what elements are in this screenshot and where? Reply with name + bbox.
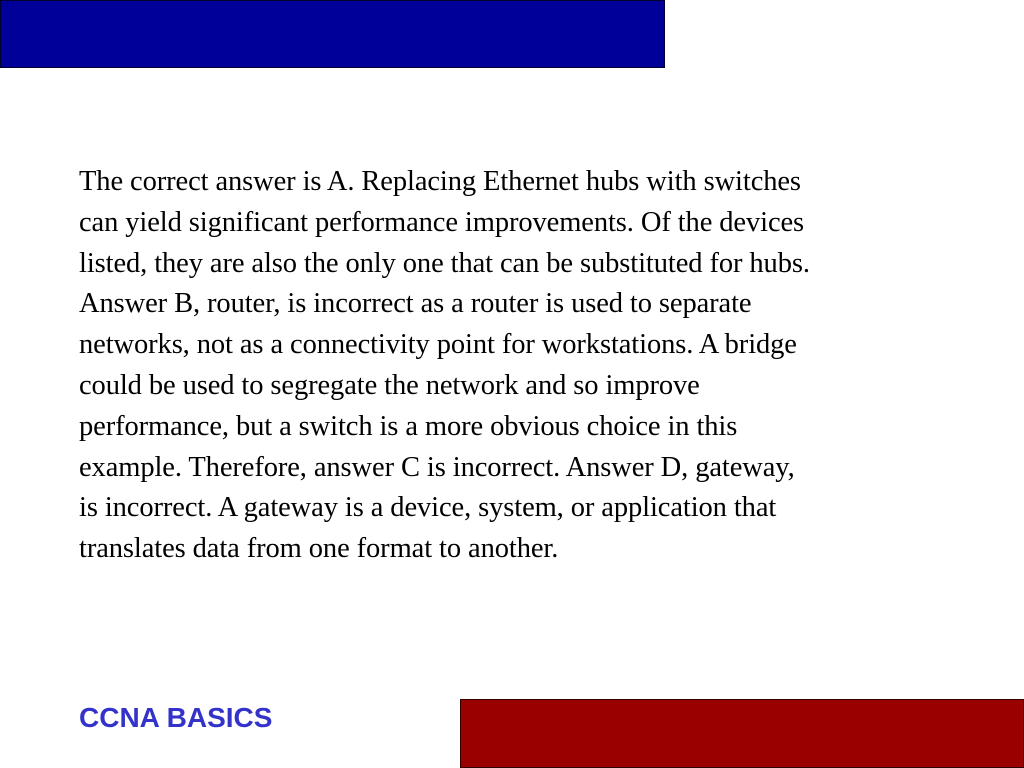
answer-explanation-text: The correct answer is A. Replacing Ethernet hubs with switches can yield significant performance improvements. Of the devices listed, they are also the only one that can be substituted for hubs. Answer B, router, is incorrect as a router is used to separate networks, not as a connectivity point for workstations. A bridge could be used to segregate the network and so improve performance, but a switch is a more obvious choice in this example. Therefore, answer C is incorrect. Answer D, gateway, is incorrect. A gateway is a device, system, or application that translates data from one format to another. xyxy=(79,166,810,565)
top-banner-bar xyxy=(0,0,665,68)
footer-title: CCNA BASICS xyxy=(79,702,273,733)
bottom-banner-bar xyxy=(460,699,1024,768)
